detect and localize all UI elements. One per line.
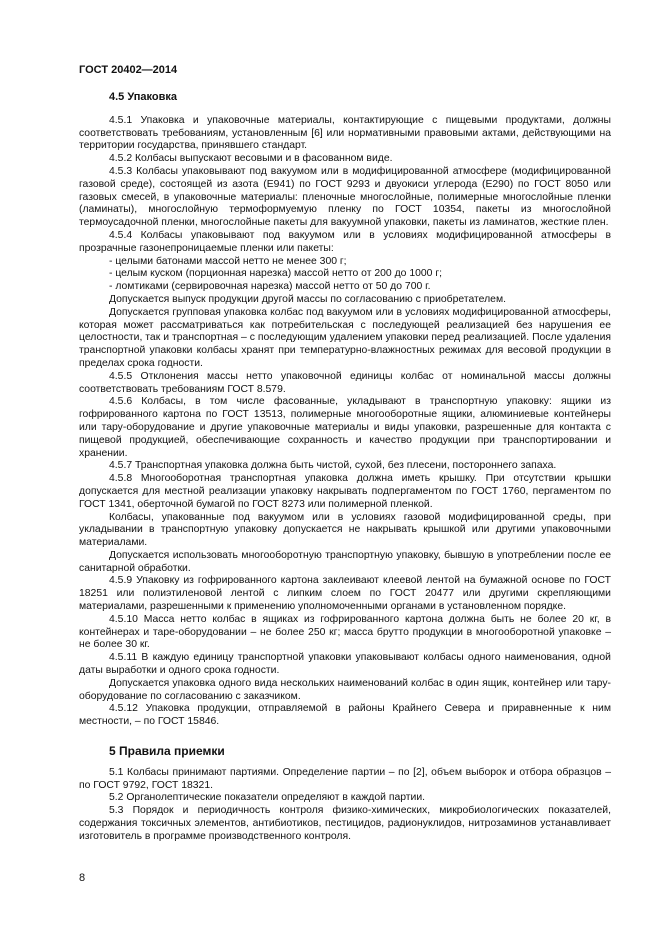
list-item: - целыми батонами массой нетто не менее 300 г; <box>109 255 347 267</box>
paragraph-4-5-1: 4.5.1 Упаковка и упаковочные материалы, контактирующие с пищевыми продуктами, должны соответствовать требованиям, установленным [6] или нормативными правовыми актами, действующими на территории государства, принявшего стандарт. <box>79 114 611 152</box>
document-code: ГОСТ 20402—2014 <box>79 64 178 76</box>
page-number: 8 <box>79 872 86 884</box>
paragraph-4-5-10: 4.5.10 Масса нетто колбас в ящиках из гофрированного картона должна быть не более 20 кг, в контейнерах и таре-оборудовании – не более 250 кг; масса брутто продукции в многооборотной упаковке – не более 30 кг. <box>79 613 611 651</box>
section-heading-4-5: 4.5 Упаковка <box>109 91 177 103</box>
section-heading-5: 5 Правила приемки <box>109 744 225 759</box>
paragraph-4-5-8: 4.5.8 Многооборотная транспортная упаковка должна иметь крышку. При отсутствии крышки допускается для местной реализации упаковку накрывать подпергаментом по ГОСТ 1760, пергаментом по ГОСТ 1341, оберточной бумагой по ГОСТ 8273 или полимерной пленкой. <box>79 473 611 510</box>
paragraph-4-5-3: 4.5.3 Колбасы упаковывают под вакуумом или в модифицированной атмосфере (модифицированной газовой среде), состоящей из азота (E941) по ГОСТ 9293 и двуокиси углерода (E290) по ГОСТ 8050 или газовых смесей, в упаковочные материалы: пленочные многослойные, полимерные многослойные пленки (ламинаты), многослойную термоформуемую пленку по ГОСТ 10354, пакеты из многослойной термоусадочной пленки, многослойные пакеты для вакуумной упаковки, пакеты из ламинатов, жесткие плен. <box>79 165 611 229</box>
paragraph: Допускается выпуск продукции другой массы по согласованию с приобретателем. <box>109 293 506 305</box>
paragraph-4-5-9: 4.5.9 Упаковку из гофрированного картона заклеивают клеевой лентой на бумажной основе по ГОСТ 18251 или полиэтиленовой лентой с липким слоем по ГОСТ 20477 или другими скрепляющими материалами, разрешенными к применению уполномоченными органами в установленном порядке. <box>79 575 611 613</box>
paragraph-4-5-11: 4.5.11 В каждую единицу транспортной упаковки упаковывают колбасы одного наименования, одной даты выработки и одного срока годности. <box>79 652 611 677</box>
paragraph: Колбасы, упакованные под вакуумом или в условиях газовой модифицированной среды, при укладывании в транспортную упаковку допускается не накрывать крышкой или другими упаковочными материалами. <box>79 511 611 549</box>
paragraph-4-5-12: 4.5.12 Упаковка продукции, отправляемой в районы Крайнего Севера и приравненные к ним местности, – по ГОСТ 15846. <box>79 703 611 728</box>
paragraph: Допускается использовать многооборотную транспортную упаковку, бывшую в употреблении после ее санитарной обработки. <box>79 549 611 574</box>
paragraph: Допускается групповая упаковка колбас под вакуумом или в условиях модифицированной атмосферы, которая может рассматриваться как потребительская с последующей реализацией без нарушения ее целостности, так и транспортная – с последующим удалением упаковки перед реализацией. После удаления транспортной упаковки колбасы хранят при температурно-влажностных режимах для весовой продукции в пределах срока годности. <box>79 306 611 369</box>
list-item: - ломтиками (сервировочная нарезка) массой нетто от 50 до 700 г. <box>109 281 431 293</box>
paragraph-4-5-4: 4.5.4 Колбасы упаковывают под вакуумом или в условиях модифицированной атмосферы в прозрачные газонепроницаемые пленки или пакеты: <box>79 229 611 254</box>
paragraph: Допускается упаковка одного вида нескольких наименований колбас в один ящик, контейнер или тару-оборудование по согласованию с заказчиком. <box>79 677 611 702</box>
paragraph-4-5-5: 4.5.5 Отклонения массы нетто упаковочной единицы колбас от номинальной массы должны соответствовать требованиям ГОСТ 8.579. <box>79 370 611 395</box>
paragraph-4-5-6: 4.5.6 Колбасы, в том числе фасованные, укладывают в транспортную упаковку: ящики из гофрированного картона по ГОСТ 13513, полимерные многооборотные ящики, алюминиевые контейнеры или тару-оборудование и другие упаковочные материалы и виды упаковки, разрешенные для контакта с пищевой продукцией, обеспечивающие сохранность и качество продукции при транспортировании и хранении. <box>79 396 611 459</box>
page-body <box>79 91 611 844</box>
paragraph-5-2: 5.2 Органолептические показатели определяют в каждой партии. <box>109 792 426 804</box>
paragraph-5-3: 5.3 Порядок и периодичность контроля физико-химических, микробиологических показателей, содержания токсичных элементов, антибиотиков, пестицидов, радионуклидов, нитрозаминов устанавливает изготовитель в программе производственного контроля. <box>79 805 611 842</box>
paragraph-4-5-7: 4.5.7 Транспортная упаковка должна быть чистой, сухой, без плесени, постороннего запаха. <box>109 460 557 472</box>
list-item: - целым куском (порционная нарезка) массой нетто от 200 до 1000 г; <box>109 268 443 280</box>
paragraph-4-5-2: 4.5.2 Колбасы выпускают весовыми и в фасованном виде. <box>109 153 393 165</box>
paragraph-5-1: 5.1 Колбасы принимают партиями. Определение партии – по [2], объем выборок и отбора образцов – по ГОСТ 9792, ГОСТ 18321. <box>79 766 611 791</box>
